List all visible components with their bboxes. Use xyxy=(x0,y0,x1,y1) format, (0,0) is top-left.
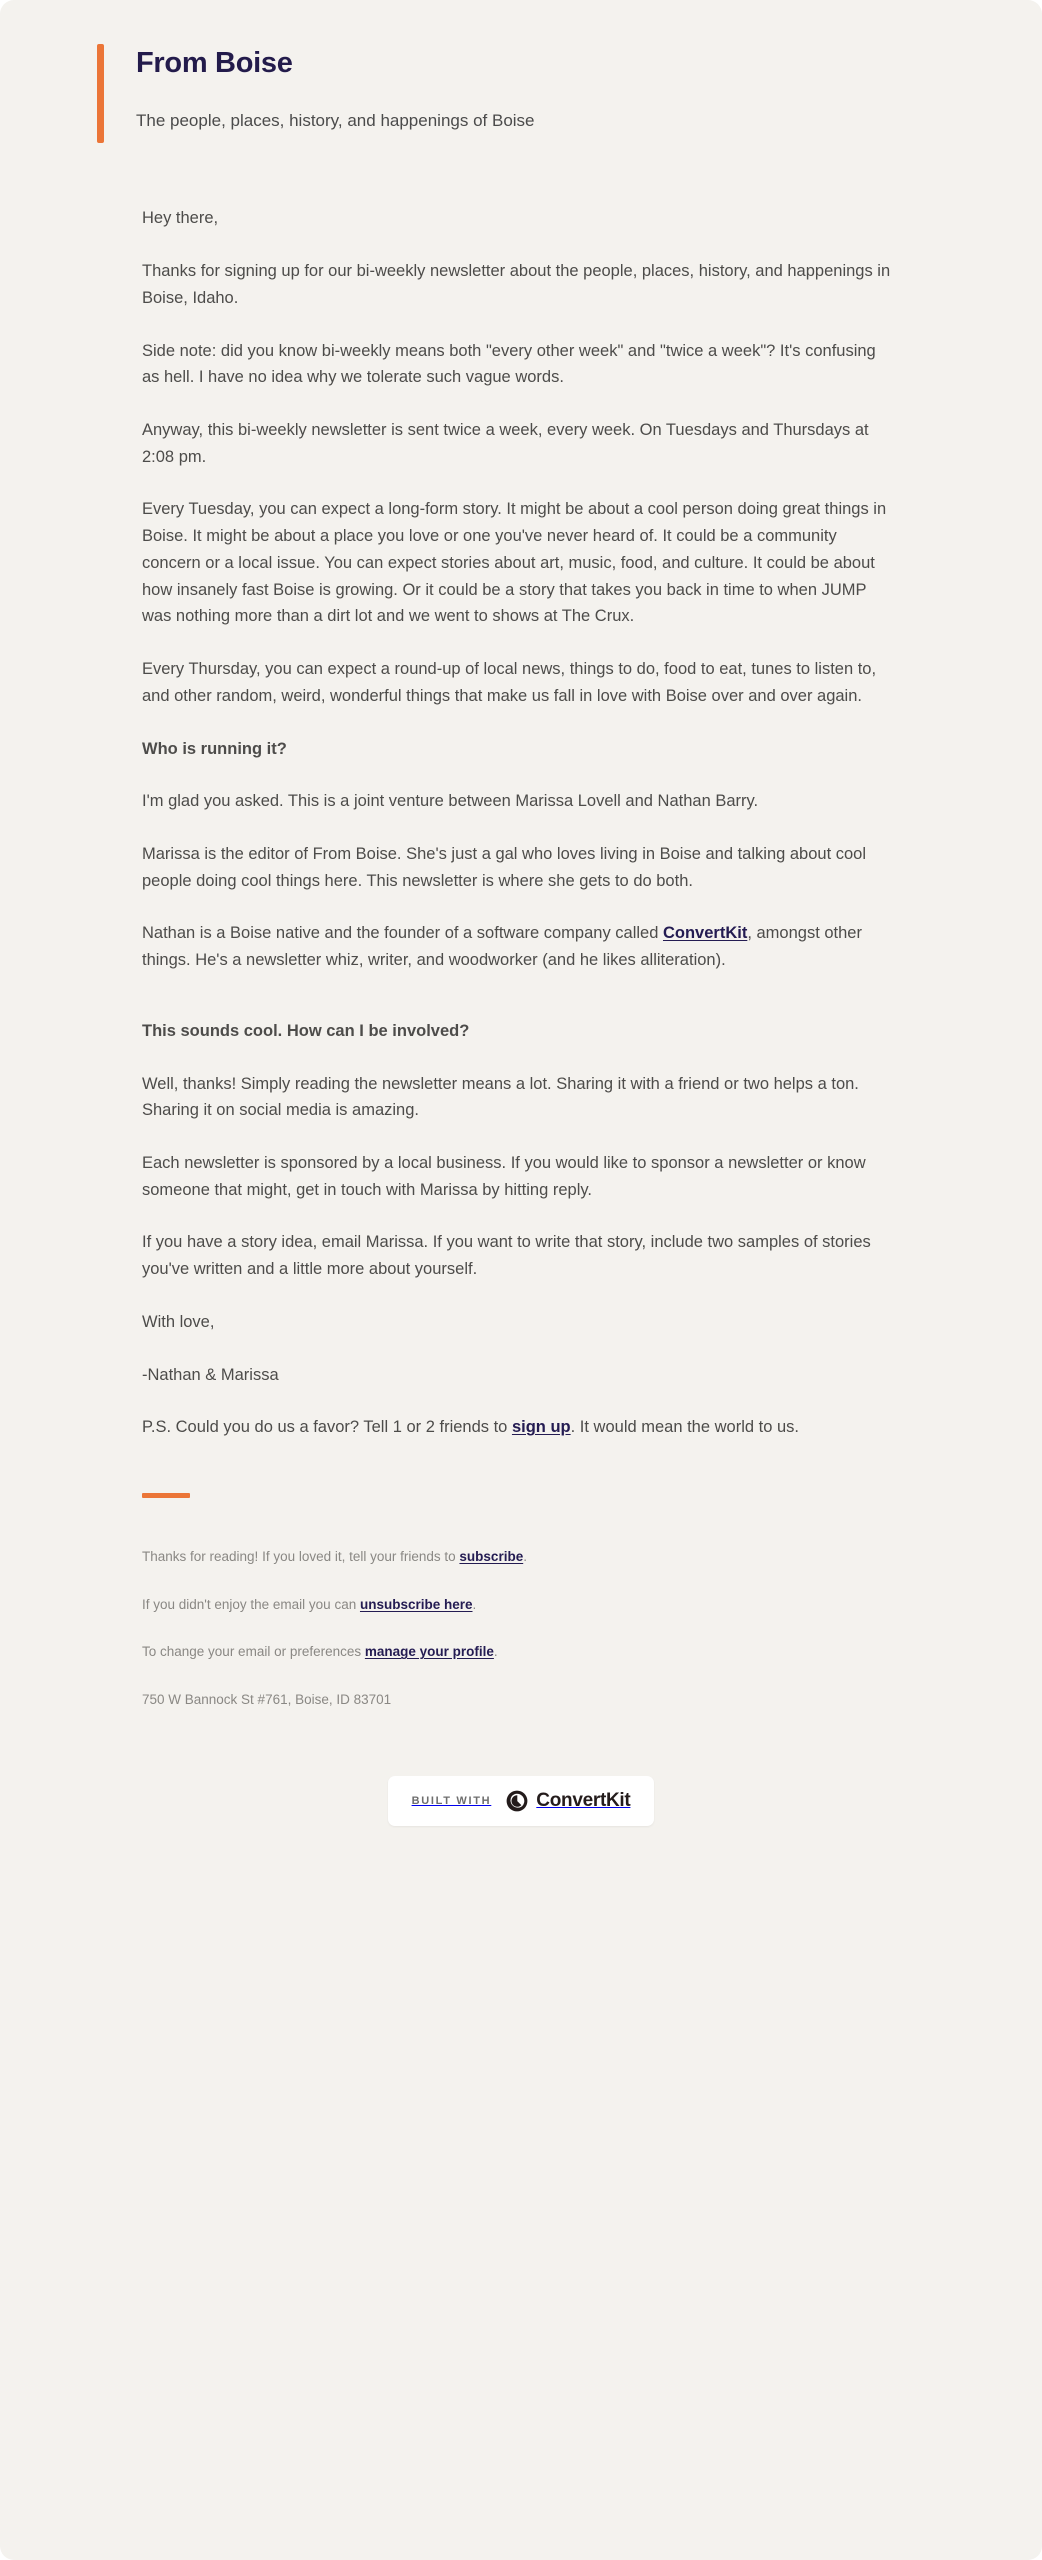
subscribe-link[interactable]: subscribe xyxy=(459,1549,524,1564)
email-body xyxy=(0,143,1042,1441)
body-paragraph: Well, thanks! Simply reading the newsletter means a lot. Sharing it with a friend or two helps a ton. Sharing it on social media is amazing. xyxy=(142,1074,859,1120)
manage-profile-link[interactable]: manage your profile xyxy=(364,1644,494,1660)
page-title: From Boise xyxy=(136,47,293,79)
accent-bar-icon xyxy=(97,44,104,143)
footer-subscribe-line xyxy=(142,1546,902,1568)
convertkit-wordmark: ConvertKit xyxy=(536,1790,631,1812)
newsletter-tagline: The people, places, history, and happenings of Boise xyxy=(136,110,535,130)
body-paragraph: Side note: did you know bi-weekly means both "every other week" and "twice a week"? It's confusing as hell. I have no idea why we tolerate such vague words. xyxy=(142,341,876,387)
convertkit-circle-logo-icon xyxy=(505,1789,529,1813)
footer-text-before-link: Thanks for reading! If you loved it, tell your friends to xyxy=(142,1549,460,1564)
section-heading-how-can-i-be-involved: This sounds cool. How can I be involved? xyxy=(142,1021,470,1040)
email-header xyxy=(0,0,1042,143)
email-footer xyxy=(0,1498,1042,1710)
body-paragraph: Every Thursday, you can expect a round-up of local news, things to do, food to eat, tunes to listen to, and other random, weird, wonderful things that make us fall in love with Boise over and over again. xyxy=(142,660,877,705)
paragraph-text-after-link: , amongst other things. He's a newsletter whiz, writer, and woodworker (and he likes alliteration). xyxy=(142,924,862,970)
section-heading-who-is-running-it: Who is running it? xyxy=(142,739,287,758)
unsubscribe-link[interactable]: unsubscribe here xyxy=(359,1596,473,1612)
footer-unsubscribe-line xyxy=(142,1594,902,1616)
ps-text-before-link: P.S. Could you do us a favor? Tell 1 or 2 friends to xyxy=(142,1418,512,1437)
convertkit-brand-lockup xyxy=(505,1789,630,1813)
body-paragraph-with-link xyxy=(142,920,897,973)
footer-text-after-link: . xyxy=(523,1549,527,1564)
convertkit-link[interactable]: ConvertKit xyxy=(662,924,748,943)
body-paragraph: Anyway, this bi-weekly newsletter is sent twice a week, every week. On Tuesdays and Thursdays at 2:08 pm. xyxy=(142,421,869,466)
body-paragraph: I'm glad you asked. This is a joint venture between Marissa Lovell and Nathan Barry. xyxy=(142,792,759,811)
body-paragraph: Each newsletter is sponsored by a local business. If you would like to sponsor a newsletter or know someone that might, get in touch with Marissa by hitting reply. xyxy=(142,1153,866,1199)
footer-mailing-address: 750 W Bannock St #761, Boise, ID 83701 xyxy=(142,1691,392,1707)
greeting-paragraph: Hey there, xyxy=(142,209,219,228)
footer-manage-profile-line xyxy=(142,1641,902,1663)
body-paragraph: Thanks for signing up for our bi-weekly newsletter about the people, places, history, and happenings in Boise, Idaho. xyxy=(142,262,891,307)
ps-text-after-link: . It would mean the world to us. xyxy=(570,1418,799,1437)
footer-text-before-link: To change your email or preferences xyxy=(142,1644,365,1660)
body-paragraph: Every Tuesday, you can expect a long-form story. It might be about a cool person doing great things in Boise. It might be about a place you love or one you've never heard of. It could be a community concern or a local issue. You can expect stories about art, music, food, and culture. It could be about how insanely fast Boise is growing. Or it could be a story that takes you back in time to when JUMP was nothing more than a dirt lot and we went to shows at The Crux. xyxy=(142,500,887,626)
closing-line: With love, xyxy=(142,1312,215,1331)
paragraph-text-before-link: Nathan is a Boise native and the founder of a software company called xyxy=(142,924,663,943)
postscript-paragraph xyxy=(142,1414,897,1441)
badge-row xyxy=(0,1776,1042,1826)
body-paragraph: Marissa is the editor of From Boise. She's just a gal who loves living in Boise and talking about cool people doing cool things here. This newsletter is where she gets to do both. xyxy=(142,844,867,890)
footer-text-after-link: . xyxy=(493,1644,498,1660)
footer-text-before-link: If you didn't enjoy the email you can xyxy=(142,1596,360,1612)
footer-text-after-link: . xyxy=(472,1596,477,1612)
sign-up-link[interactable]: sign up xyxy=(511,1418,571,1437)
header-text-block xyxy=(104,44,535,143)
built-with-convertkit-badge[interactable] xyxy=(388,1776,655,1826)
body-paragraph: If you have a story idea, email Marissa. If you want to write that story, include two samples of stories you've written and a little more about yourself. xyxy=(142,1233,871,1279)
built-with-label: BUILT WITH xyxy=(411,1795,492,1808)
signature-line: -Nathan & Marissa xyxy=(142,1365,279,1384)
